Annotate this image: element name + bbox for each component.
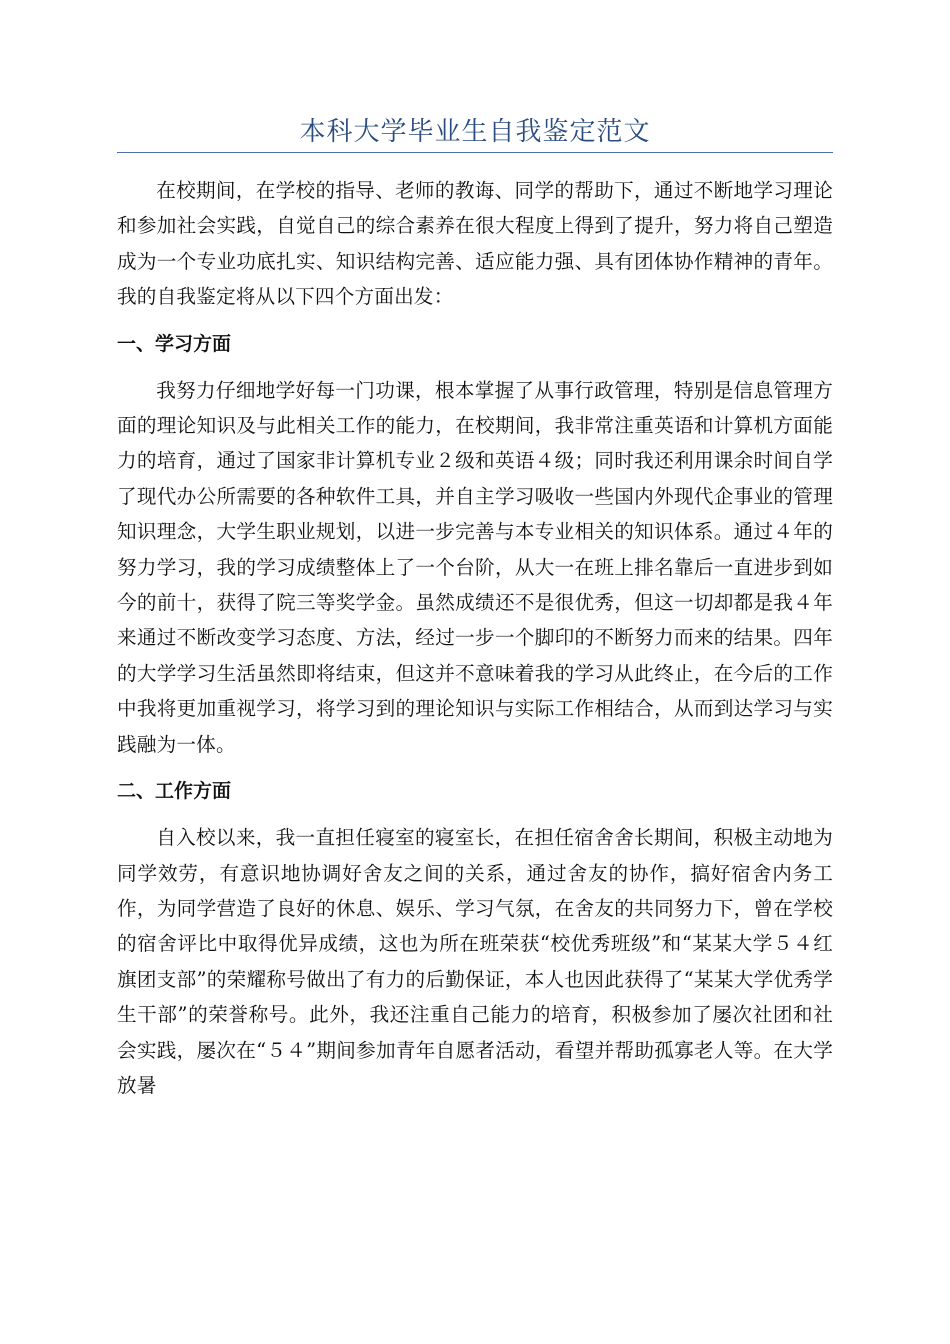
section-body-study: 我努力仔细地学好每一门功课，根本掌握了从事行政管理，特别是信息管理方面的理论知识及与此相关工作的能力，在校期间，我非常注重英语和计算机方面能力的培育，通过了国家非计算机专业２级和英语４级；同时我还利用课余时间自学了现代办公所需要的各种软件工具，并自主学习吸收一些国内外现代企事业的管理知识理念，大学生职业规划，以进一步完善与本专业相关的知识体系。通过４年的努力学习，我的学习成绩整体上了一个台阶，从大一在班上排名靠后一直进步到如今的前十，获得了院三等奖学金。虽然成绩还不是很优秀，但这一切却都是我４年来通过不断改变学习态度、方法，经过一步一个脚印的不断努力而来的结果。四年的大学学习生活虽然即将结束，但这并不意味着我的学习从此终止，在今后的工作中我将更加重视学习，将学习到的理论知识与实际工作相结合，从而到达学习与实践融为一体。 (117, 378, 833, 756)
document-content (117, 112, 833, 1103)
section-heading-work: 二、工作方面 (117, 780, 232, 803)
document-title: 本科大学毕业生自我鉴定范文 (299, 117, 651, 147)
intro-paragraph: 在校期间，在学校的指导、老师的教诲、同学的帮助下，通过不断地学习理论和参加社会实践，自觉自己的综合素养在很大程度上得到了提升，努力将自己塑造成为一个专业功底扎实、知识结构完善、适应能力强、具有团体协作精神的青年。我的自我鉴定将从以下四个方面出发： (117, 179, 833, 309)
title-underline (117, 152, 833, 153)
section-heading-study: 一、学习方面 (117, 332, 232, 355)
section-body-work: 自入校以来，我一直担任寝室的寝室长，在担任宿舍舍长期间，积极主动地为同学效劳，有意识地协调好舍友之间的关系，通过舍友的协作，搞好宿舍内务工作，为同学营造了良好的休息、娱乐、学习气氛，在舍友的共同努力下，曾在学校的宿舍评比中取得优异成绩，这也为所在班荣获“校优秀班级”和“某某大学５４红旗团支部”的荣耀称号做出了有力的后勤保证，本人也因此获得了“某某大学优秀学生干部”的荣誉称号。此外，我还注重自己能力的培育，积极参加了屡次社团和社会实践，屡次在“５４”期间参加青年自愿者活动，看望并帮助孤寡老人等。在大学放暑 (117, 826, 833, 1097)
